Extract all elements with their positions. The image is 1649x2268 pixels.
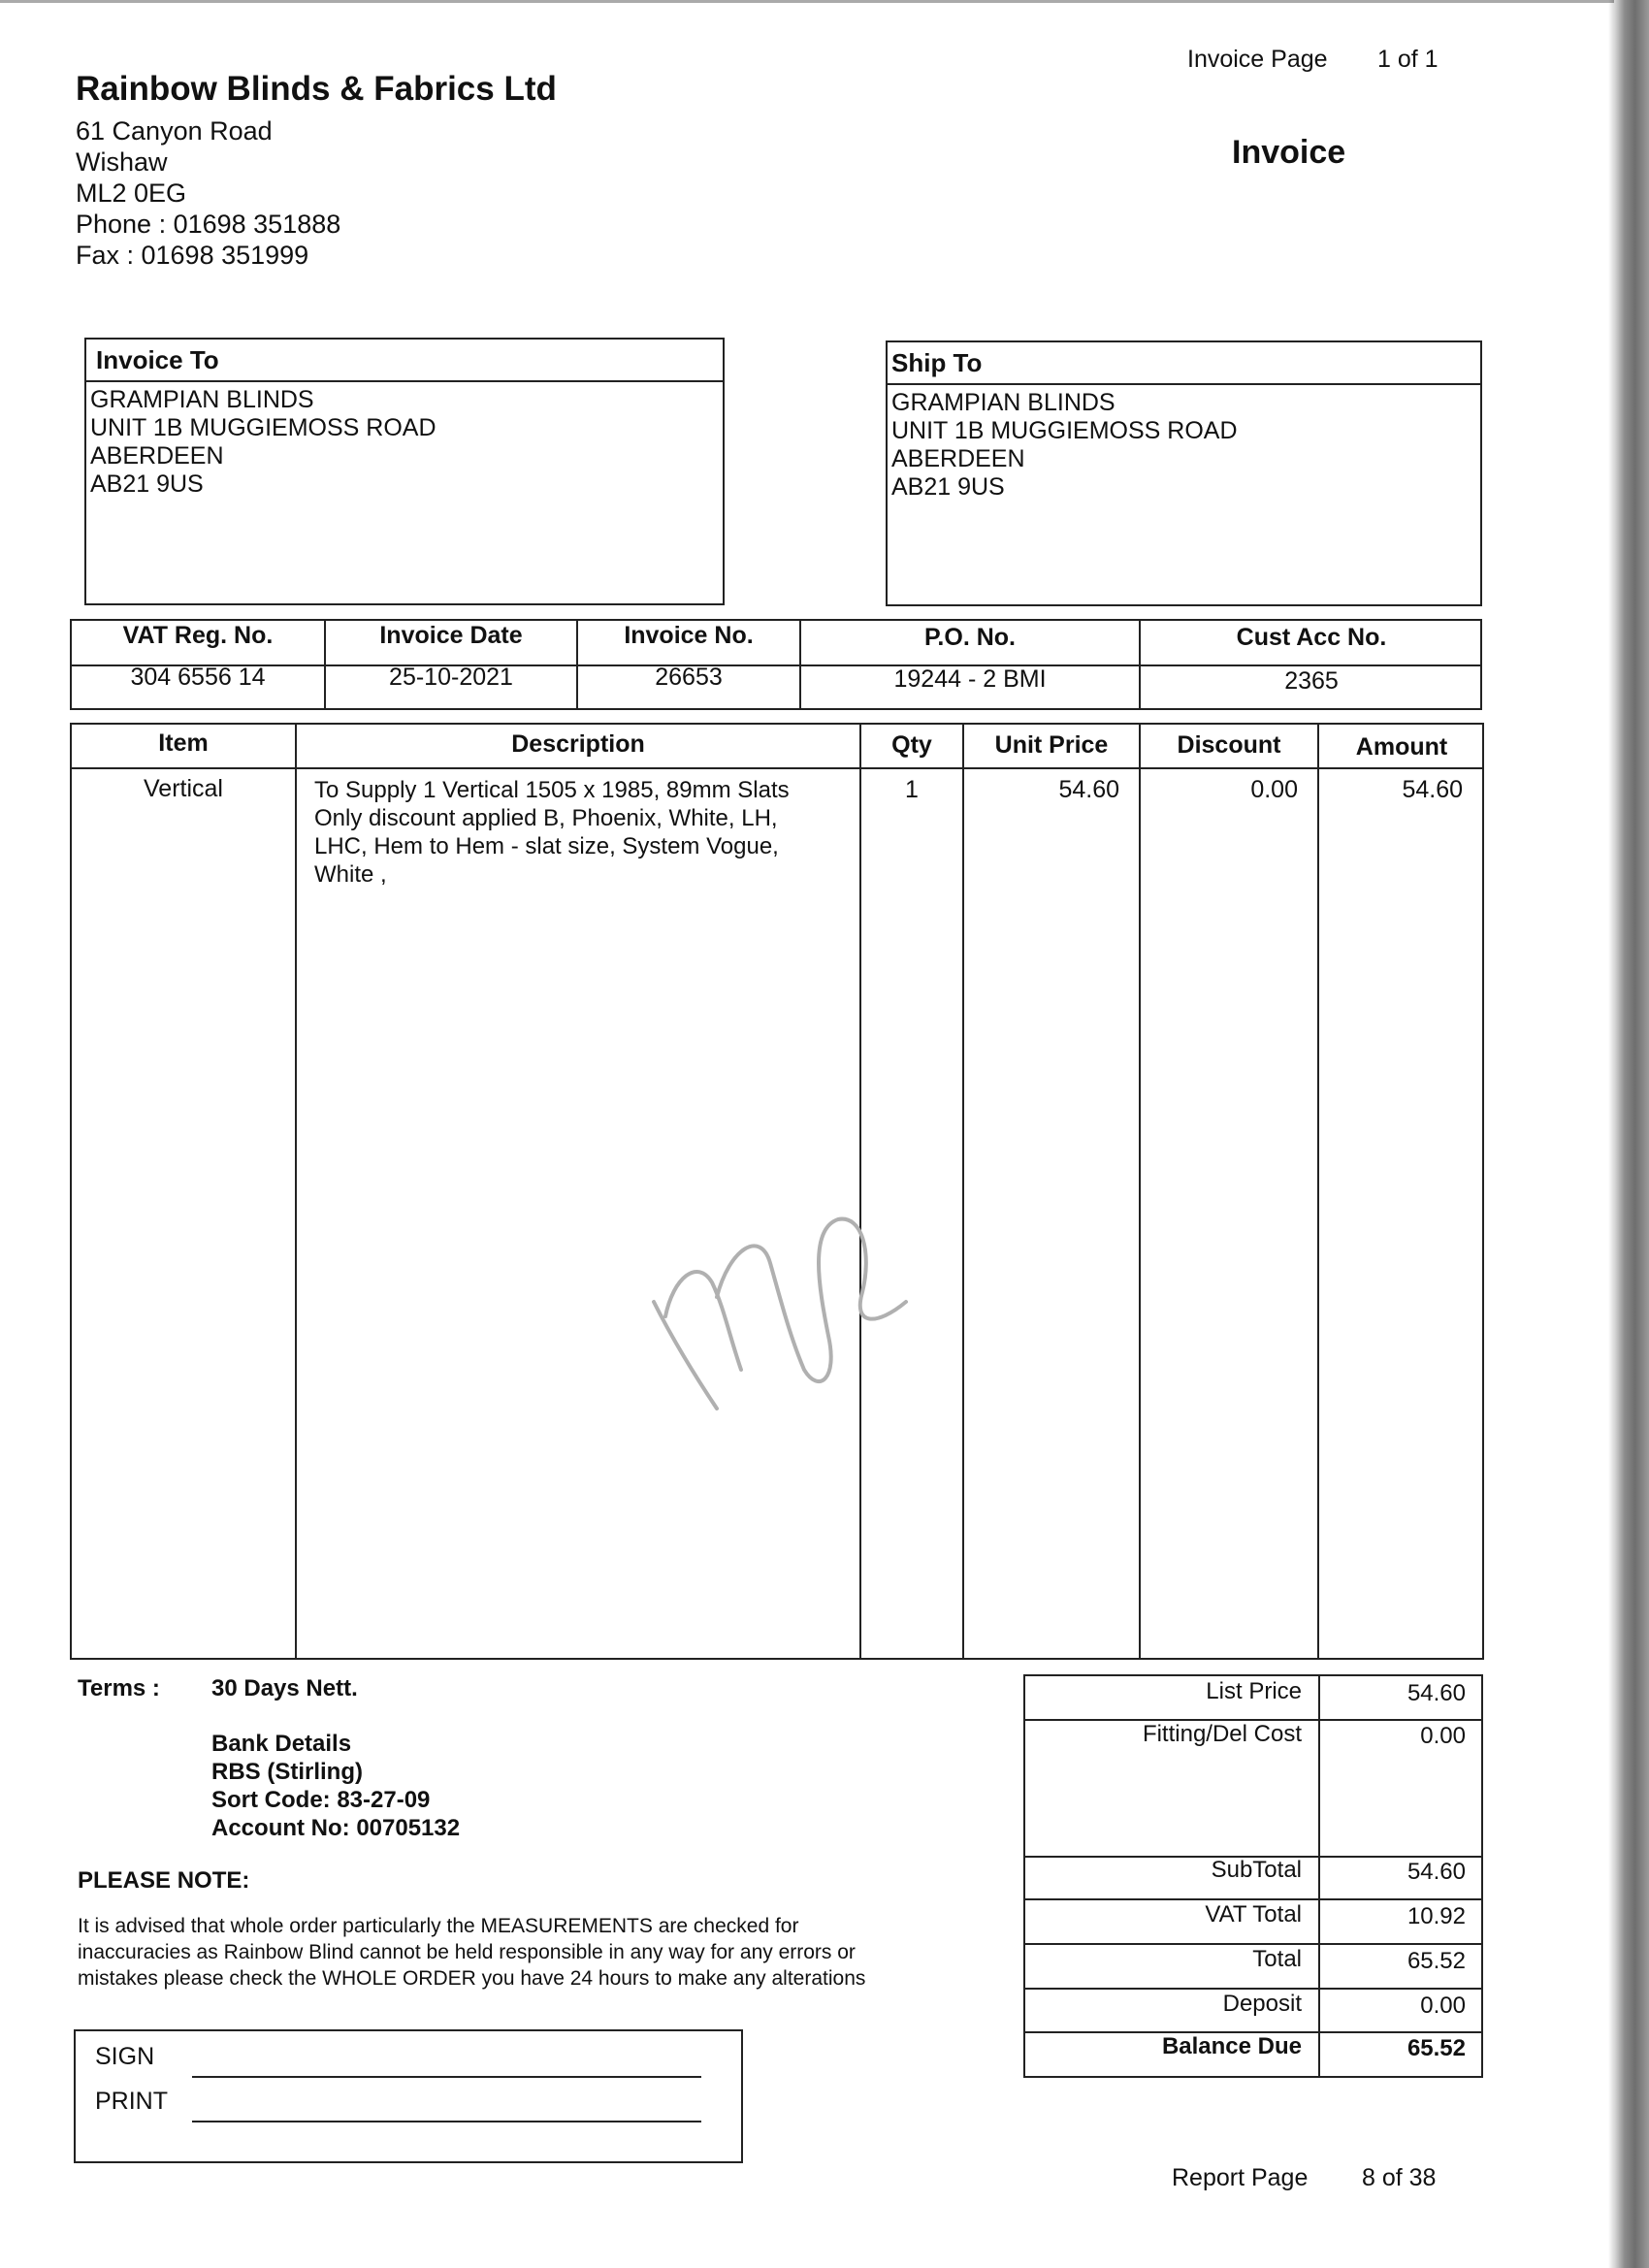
row-description-line: White , bbox=[314, 861, 387, 888]
header-description: Description bbox=[511, 730, 645, 758]
bank-name: RBS (Stirling) bbox=[211, 1759, 363, 1785]
deposit-value: 0.00 bbox=[1420, 1993, 1466, 2019]
document-title: Invoice bbox=[1232, 134, 1346, 171]
row-description-line: LHC, Hem to Hem - slat size, System Vogue, bbox=[314, 833, 779, 859]
header-cust-acc: Cust Acc No. bbox=[1236, 624, 1387, 651]
sign-label: SIGN bbox=[95, 2043, 155, 2070]
report-page-label: Report Page bbox=[1172, 2164, 1309, 2191]
account-number: Account No: 00705132 bbox=[211, 1815, 461, 1841]
vat-total-value: 10.92 bbox=[1406, 1903, 1466, 1929]
row-description bbox=[314, 776, 790, 889]
row-amount: 54.60 bbox=[1402, 776, 1463, 803]
value-invoice-no: 26653 bbox=[655, 664, 723, 691]
header-vat-reg: VAT Reg. No. bbox=[122, 622, 274, 649]
header-amount: Amount bbox=[1355, 733, 1448, 761]
fax-line: Fax : 01698 351999 bbox=[76, 241, 309, 270]
sort-code: Sort Code: 83-27-09 bbox=[211, 1787, 431, 1813]
note-line: It is advised that whole order particularly the MEASUREMENTS are checked for bbox=[78, 1915, 799, 1937]
balance-due-value: 65.52 bbox=[1406, 2035, 1466, 2061]
value-invoice-date: 25-10-2021 bbox=[389, 664, 513, 691]
header-invoice-no: Invoice No. bbox=[624, 622, 754, 649]
invoice-to-line: GRAMPIAN BLINDS bbox=[90, 386, 314, 413]
row-discount: 0.00 bbox=[1250, 776, 1298, 803]
handwritten-initials bbox=[644, 1171, 964, 1433]
invoice-to-title: Invoice To bbox=[86, 340, 723, 382]
invoice-to-line: UNIT 1B MUGGIEMOSS ROAD bbox=[90, 414, 436, 441]
ship-to-line: UNIT 1B MUGGIEMOSS ROAD bbox=[891, 417, 1238, 444]
subtotal-value: 54.60 bbox=[1406, 1859, 1466, 1885]
company-name: Rainbow Blinds & Fabrics Ltd bbox=[76, 70, 557, 108]
list-price-label: List Price bbox=[1206, 1678, 1302, 1704]
invoice-info-table bbox=[70, 619, 1482, 710]
bank-details-title: Bank Details bbox=[211, 1731, 352, 1757]
ship-to-address bbox=[888, 385, 1480, 502]
value-po-no: 19244 - 2 BMI bbox=[893, 665, 1047, 693]
fitting-label: Fitting/Del Cost bbox=[1142, 1721, 1302, 1747]
value-vat-reg: 304 6556 14 bbox=[130, 664, 266, 691]
invoice-page-label: Invoice Page bbox=[1187, 46, 1328, 73]
report-page-value: 8 of 38 bbox=[1362, 2164, 1437, 2191]
please-note-text bbox=[78, 1913, 865, 1992]
header-invoice-date: Invoice Date bbox=[379, 622, 523, 649]
print-label: PRINT bbox=[95, 2088, 168, 2115]
sign-line[interactable] bbox=[192, 2076, 701, 2078]
please-note-title: PLEASE NOTE: bbox=[78, 1867, 250, 1894]
row-qty: 1 bbox=[905, 776, 919, 803]
terms-value: 30 Days Nett. bbox=[211, 1675, 358, 1701]
sign-print-box bbox=[74, 2029, 743, 2163]
invoice-to-line: ABERDEEN bbox=[90, 442, 224, 470]
row-unit-price: 54.60 bbox=[1058, 776, 1119, 803]
totals-table bbox=[1023, 1674, 1483, 2078]
balance-due-label: Balance Due bbox=[1161, 2033, 1302, 2059]
total-value: 65.52 bbox=[1406, 1948, 1466, 1974]
list-price-value: 54.60 bbox=[1406, 1680, 1466, 1706]
header-po-no: P.O. No. bbox=[923, 624, 1016, 651]
invoice-to-line: AB21 9US bbox=[90, 470, 204, 498]
phone-line: Phone : 01698 351888 bbox=[76, 210, 341, 239]
invoice-page-value: 1 of 1 bbox=[1377, 46, 1439, 73]
fitting-value: 0.00 bbox=[1420, 1723, 1466, 1749]
ship-to-line: ABERDEEN bbox=[891, 445, 1025, 472]
header-unit-price: Unit Price bbox=[994, 731, 1109, 759]
ship-to-box bbox=[886, 340, 1482, 606]
row-description-line: Only discount applied B, Phoenix, White, LH, bbox=[314, 805, 778, 831]
address-line: 61 Canyon Road bbox=[76, 116, 273, 146]
scan-right-edge bbox=[1614, 0, 1649, 2268]
terms-label: Terms : bbox=[78, 1675, 160, 1701]
note-line: mistakes please check the WHOLE ORDER you have 24 hours to make any alterations bbox=[78, 1967, 866, 1990]
vat-total-label: VAT Total bbox=[1205, 1901, 1302, 1928]
ship-to-line: GRAMPIAN BLINDS bbox=[891, 389, 1116, 416]
address-line: ML2 0EG bbox=[76, 178, 187, 208]
ship-to-line: AB21 9US bbox=[891, 473, 1005, 501]
invoice-to-address bbox=[86, 382, 723, 499]
scan-top-edge bbox=[0, 0, 1614, 3]
note-line: inaccuracies as Rainbow Blind cannot be held responsible in any way for any errors or bbox=[78, 1941, 856, 1963]
subtotal-label: SubTotal bbox=[1211, 1857, 1302, 1883]
row-item: Vertical bbox=[144, 775, 223, 802]
deposit-label: Deposit bbox=[1222, 1991, 1302, 2017]
value-cust-acc: 2365 bbox=[1284, 667, 1339, 695]
ship-to-title: Ship To bbox=[888, 342, 1480, 385]
address-line: Wishaw bbox=[76, 147, 168, 177]
header-qty: Qty bbox=[891, 731, 932, 759]
print-line[interactable] bbox=[192, 2121, 701, 2122]
row-description-line: To Supply 1 Vertical 1505 x 1985, 89mm Slats bbox=[314, 777, 790, 803]
bank-details bbox=[211, 1730, 460, 1842]
header-discount: Discount bbox=[1177, 731, 1281, 759]
items-table bbox=[70, 723, 1484, 1660]
total-label: Total bbox=[1252, 1946, 1302, 1972]
header-item: Item bbox=[158, 729, 209, 757]
invoice-to-box bbox=[84, 338, 725, 605]
